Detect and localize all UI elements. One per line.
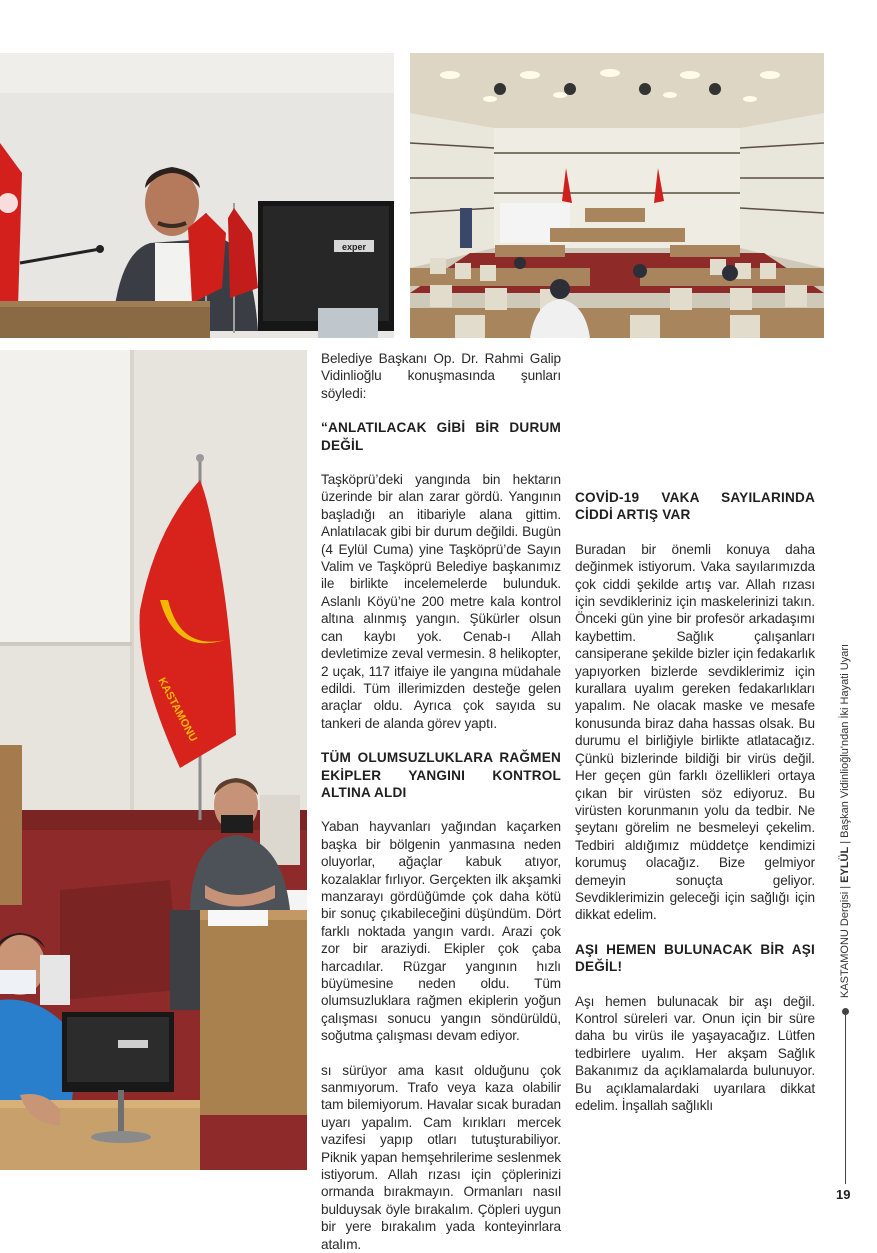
- page-number: 19: [836, 1187, 851, 1202]
- paragraph-covid-warning: Buradan bir önemli konuya daha değinmek istiyorum. Vaka sayılarımızda çok ciddi şekilde artış var. Allah rızası için sevdikleriniz için maskelerinizi takın. Önceki gün yine bir profesör arkadaşımı kaybettim. Sağlık çalışanları cansiperane şekilde bizler için fedakarlık yapıyorken bizlerde sevdiklerimiz için kurallara uyalım gereken fedakarlıkları yapalım. Ne olacak maske ve mesafe konusunda biraz daha hassas olsak. Bu durumu el birliğiyle birlikte atlatacağız. Çünkü bizlerinde bildiği bir virüs değil. Her geçen gün farklı özellikleri ortaya çıkan bir virüsten söz ediyoruz. Bu virüsten korunmanın yolu da tedbir. Ne şeytanı görelim ne besmeleyi çekelim. Tedbiri aldığımız müddetçe kendimizi korumuş olacağız. Bize gelmiyor demeyin sonuçta geliyor. Sevdiklerimizin geleceği için sağlığı için dikkat edelim.: [575, 541, 815, 923]
- article-intro: Belediye Başkanı Op. Dr. Rahmi Galip Vidinlioğlu konuşmasında şunları söyledi:: [321, 351, 561, 401]
- mayor-photo: [0, 53, 394, 338]
- magazine-name: KASTAMONU Dergisi: [839, 891, 851, 998]
- running-footer: [829, 608, 859, 1228]
- paragraph-fire-conditions: Yaban hayvanları yağından kaçarken başka bir bölgenin yanmasına neden oluyorlar, ağaçlar kabuk atıyor, kozalaklar fırlıyor. Gerçekten ilk akşamki manzarayı gördüğümde çok daha kötü bir sonuç çıkabileceğini düşündüm. Dört farklı noktada yangın vardı. Arazi çok zor bir araziydi. Ekipler çok çaba harcadılar. Rüzgar yangının hızlı büyümesine neden oldu. Tüm olumsuzluklara rağmen ekiplerin yoğun çalışması sonucu yangın söndürüldü, soğutma çalışması devam ediyor.: [321, 819, 561, 1044]
- council-hall-photo: [410, 53, 824, 338]
- footer-separator: |: [839, 885, 851, 889]
- footer-rule: [845, 1012, 846, 1184]
- issue-month: EYLÜL: [839, 846, 851, 883]
- paragraph-vaccine: Aşı hemen bulunacak bir aşı değil. Kontrol süreleri var. Onun için bir süre daha bu virüs ile yaşayacağız. Lütfen tedbirlere uyalım. Her akşam Sağlık Bakanımız da açıklamalarda bulunuyor. Bu açıklamalardaki uyarılara dikkat edelim. İnşallah sağlıklı: [575, 993, 815, 1113]
- heading-covid-increase: COVİD-19 VAKA SAYILARINDA CİDDİ ARTIŞ VAR: [575, 490, 815, 523]
- flag-photo: [0, 350, 307, 1170]
- monitor-brand-text: exper: [341, 242, 367, 252]
- paragraph-fire-cause: sı sürüyor ama kasıt olduğunu çok sanmıyorum. Trafo veya kaza olabilir tam bilemiyorum. Havalar sıcak buradan uyarı yapalım. Cam kırıkları mercek vazifesi yapıp otları tutuşturabiliyor. Piknik yapan hemşehrilerime seslenmek istiyorum. Allah rızası için çöplerinizi ormanda bırakmayın. Ormanları nasıl bulduysak öyle bırakalım. Çöpleri uygun bir yere bırakalım yada konteyinrlara atalım.: [321, 1062, 561, 1252]
- footer-separator-2: |: [839, 840, 851, 844]
- article-column-left: [321, 350, 561, 1253]
- article-column-right: [575, 350, 815, 1114]
- heading-vaccine: AŞI HEMEN BULUNACAK BİR AŞI DEĞİL!: [575, 941, 815, 975]
- paragraph-fire-overview: Taşköprü’deki yangında bin hektarın üzerinde bir alan zarar gördü. Yangının başladığı an itibariyle alana gittim. Anlatılacak gibi bir durum değildi. Bugün (4 Eylül Cuma) yine Taşköprü’de Sayın Valim ve Taşköprü Belediye başkanımız ile birlikte incelemelerde bulunduk. Aslanlı Köyü’ne 200 metre kala kontrol altına alınmış yangın. Şükürler olsun can kaybı yok. Cenab-ı Allah devletimize zeval vermesin. 8 helikopter, 2 uçak, 117 itfaiye ile yangına müdahale edildi. Tüm illerimizden desteğe gelen araçlar oldu. Ayrıca çok sayıda su tankeri de alanda görev yaptı.: [321, 472, 561, 731]
- heading-not-describable: “ANLATILACAK GİBİ BİR DURUM DEĞİL: [321, 420, 561, 453]
- heading-teams-controlled-fire: TÜM OLUMSUZLUKLARA RAĞMEN EKİPLER YANGINI KONTROL ALTINA ALDI: [321, 750, 561, 800]
- flag-text: KASTAMONU: [155, 675, 200, 744]
- article-title: Başkan Vidinlioğlu'ndan İki Hayati Uyarı: [839, 643, 851, 838]
- running-footer-text: [839, 644, 851, 998]
